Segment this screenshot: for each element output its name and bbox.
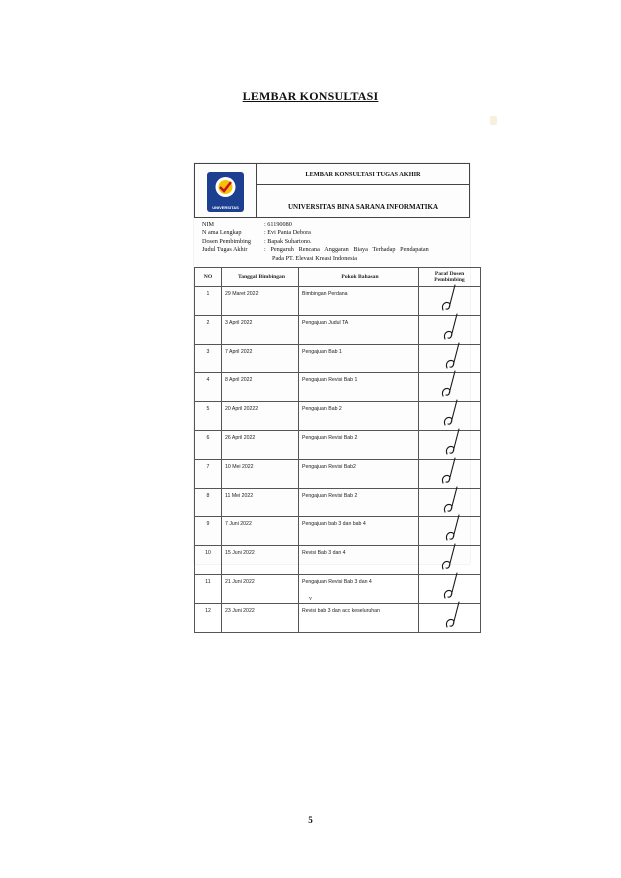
thesis-title-continuation: Pada PT. Elevasi Kreasi Indonesia [272,254,357,262]
row-number: 4 [195,373,222,402]
row-topic: Pengajuan Bab 2 [299,402,419,431]
row-date: 21 Juni 2022 [222,574,299,603]
handwritten-signature-icon [429,369,469,399]
row-signature [419,603,481,632]
logo-caption: UNIVERSITAS [212,205,239,210]
row-topic: Pengajuan Revisi Bab 3 dan 4 [299,574,419,603]
header-no: NO [195,268,222,287]
row-number: 9 [195,517,222,546]
handwritten-signature-icon [429,456,469,486]
header-date: Tanggal Bimbingan [222,268,299,287]
row-number: 10 [195,546,222,575]
row-date: 3 April 2022 [222,315,299,344]
row-topic: Pengajuan Revisi Bab 2 [299,488,419,517]
page-title: LEMBAR KONSULTASI [242,89,379,103]
name-value: : Evi Pania Debora [264,229,311,237]
logo-cell [195,164,257,217]
row-topic: Pengajuan Bab 1 [299,344,419,373]
row-topic: Pengajuan Revisi Bab 1 [299,373,419,402]
row-topic: Revisi Bab 3 dan 4 [299,546,419,575]
sheet-title: LEMBAR KONSULTASI TUGAS AKHIR [257,164,469,185]
row-number: 1 [195,287,222,316]
thesis-title-value: : Pengaruh Rencana Anggaran Biaya Terhadap Pendapatan [264,246,429,254]
university-logo [207,172,244,212]
nim-label: NIM [202,221,215,228]
handwritten-signature-icon [429,600,469,630]
row-number: 7 [195,459,222,488]
advisor-label: Dosen Pembimbing [202,237,251,245]
row-date: 11 Mei 2022 [222,488,299,517]
row-number: 5 [195,402,222,431]
row-topic: Revisi bab 3 dan acc keseluruhan [299,603,419,632]
row-number: 2 [195,315,222,344]
row-date: 15 Juni 2022 [222,546,299,575]
row-number: 11 [195,574,222,603]
handwritten-signature-icon [429,283,469,313]
handwritten-signature-icon [429,513,469,543]
advisor-value: : Bapak Suhartono. [264,237,312,245]
roman-page-number: v [309,596,312,602]
row-date: 29 Maret 2022 [222,287,299,316]
row-topic: Pengajuan Judul TA [299,315,419,344]
row-topic: Pengajuan bab 3 dan bab 4 [299,517,419,546]
header-topic: Pokok Bahasan [299,268,419,287]
handwritten-signature-icon [429,341,469,371]
scan-smudge [490,116,497,125]
consultation-table [194,267,481,633]
row-topic: Pengajuan Revisi Bab 2 [299,430,419,459]
scanned-consultation-sheet [194,163,470,614]
row-date: 8 April 2022 [222,373,299,402]
row-date: 23 Juni 2022 [222,603,299,632]
row-date: 20 April 20222 [222,402,299,431]
row-date: 7 Juni 2022 [222,517,299,546]
handwritten-signature-icon [429,312,469,342]
handwritten-signature-icon [429,427,469,457]
row-number: 8 [195,488,222,517]
page-number: 5 [308,815,313,825]
row-topic: Bimbingan Perdana [299,287,419,316]
row-number: 3 [195,344,222,373]
logo-emblem-icon [211,175,240,201]
university-name: UNIVERSITAS BINA SARANA INFORMATIKA [287,203,439,211]
header-signature: Paraf Dosen Pembimbing [419,268,481,287]
nim-value: : 61190080 [264,221,292,228]
row-number: 12 [195,603,222,632]
table-body [195,287,481,633]
row-date: 7 April 2022 [222,344,299,373]
handwritten-signature-icon [429,398,469,428]
handwritten-signature-icon [429,485,469,515]
row-number: 6 [195,430,222,459]
sheet-header [194,163,470,218]
row-topic: Pengajuan Revisi Bab2 [299,459,419,488]
name-label: N ama Lengkap [202,229,242,237]
thesis-title-label: Judul Tugas Akhir [202,246,248,254]
table-row [195,603,481,632]
row-date: 26 April 2022 [222,430,299,459]
row-date: 10 Mei 2022 [222,459,299,488]
handwritten-signature-icon [429,542,469,572]
